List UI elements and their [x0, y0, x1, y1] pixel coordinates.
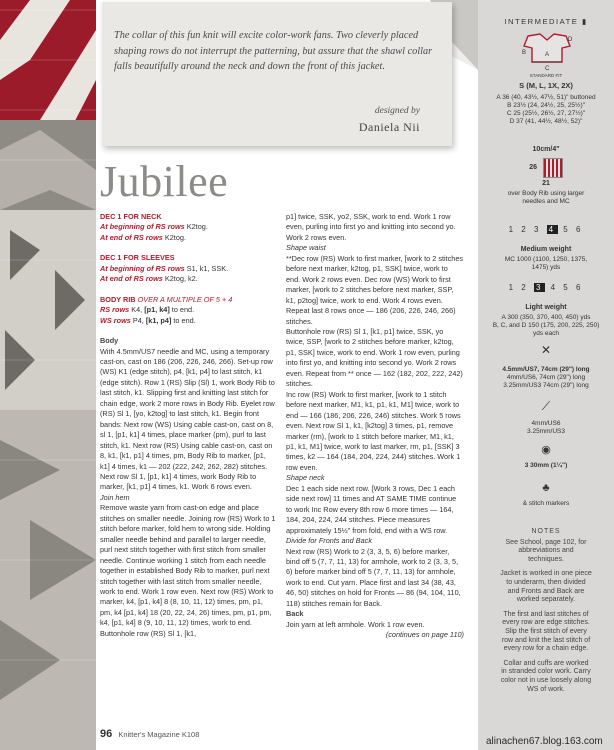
dec-neck-line-2: At end of RS rows K2tog.	[100, 232, 186, 242]
yarn-a: A 300 (350, 370, 400, 450) yds	[501, 314, 591, 321]
gauge-stitches: 26	[529, 164, 537, 171]
gauge-text: over Body Rib using larger needles and MC	[507, 190, 585, 205]
knit-photo	[0, 0, 96, 750]
divide-heading: Divide for Fronts and Back	[286, 536, 372, 546]
continued-note: (continues on page 110)	[385, 630, 464, 640]
body-rib-heading: BODY RIB OVER A MULTIPLE OF 5 + 4	[100, 294, 233, 304]
note-1: See School, page 102, for abbreviations and techniques.	[505, 538, 587, 563]
gauge-rows: 21	[542, 180, 550, 187]
button-icon: ◉	[541, 444, 551, 456]
buttons: 3 30mm (1¼")	[524, 462, 568, 469]
needles-3: 3.25mm/US3 74cm (29") long	[503, 382, 589, 389]
needles-2: 4mm/US6, 74cm (29") long	[506, 374, 586, 381]
shape-waist-heading: Shape waist	[286, 243, 326, 253]
measurement-c: C 25 (25½, 26½, 27, 27½)"	[506, 110, 586, 117]
crochet-hook-icon: ⟋	[541, 399, 551, 413]
hook-size-1: 4mm/US6	[531, 420, 561, 427]
measurement-d: D 37 (41, 44½, 48½, 52)"	[509, 118, 583, 125]
dec-neck-line-1: At beginning of RS rows K2tog.	[100, 222, 208, 232]
rib-rs-row: RS rows K4, [p1, k4] to end.	[100, 305, 195, 315]
level-bar-icon: ▮	[581, 17, 588, 26]
intro-card	[102, 2, 452, 146]
shape-neck-heading: Shape neck	[286, 473, 325, 483]
needles-1: 4.5mm/US7, 74cm (29") long	[502, 366, 590, 373]
designer-name: Daniela Nii	[358, 120, 420, 134]
sizes: S (M, L, 1X, 2X)	[519, 81, 573, 90]
magazine-name: Knitter's Magazine K108	[118, 730, 200, 739]
back-heading: Back	[286, 609, 304, 619]
pattern-column-2	[286, 212, 464, 641]
watermark: alinachen67.blog.163.com	[486, 736, 603, 747]
buttonhole-cont-text: p1] twice, SSK, yo2, SSK, work to end. Work 1 row even, purling into first yo and knitting into second yo. Work 2 rows even.	[286, 212, 456, 242]
yarn-mc: MC 1000 (1100, 1250, 1375, 1475) yds	[504, 256, 588, 271]
dec-neck-heading: DEC 1 FOR NECK	[100, 212, 162, 221]
svg-text:D: D	[568, 37, 573, 43]
measurement-a: A 36 (40, 43½, 47½, 51)" buttoned	[496, 94, 596, 101]
divide-text: Next row (RS) Work to 2 (3, 3, 5, 6) before marker, bind off 5 (7, 7, 11, 13) for armhole, work to 2 (3, 3, 5, 6) before marker bind off 5 (7, 7, 11, 13) for armhole, work to end. Cut yarn. Place first and last 34 (38, 43, 46, 50) stitches on hold for Fronts — 86 (94, 104, 110, 118) stitches remain for Back.	[286, 546, 461, 608]
rib-ws-row: WS rows P4, [k1, p4] to end.	[100, 315, 196, 325]
page-footer	[100, 728, 199, 740]
pattern-column-1	[100, 212, 276, 639]
dec-sleeve-line-2: At end of RS rows K2tog, k2.	[100, 274, 198, 284]
svg-text:B: B	[522, 50, 527, 56]
body-text: With 4.5mm/US7 needle and MC, using a temporary cast-on, cast on 186 (206, 226, 246, 266). Set-up row (WS) K1 (edge stitch), p4, [k1, p4] to last stitch, k1 (edge stitch). Row 1 (RS) Slip (Sl) 1, work Body Rib to last stitch, k1. Slipping first and knitting last stitch for chain edge, work 2 more rows in Body Rib. Eyelet row (RS) Sl 1, [yo, k2tog] to last stitch, k1. Begin front bands: Next row (WS) Using cable cast-on, cast on 8, sl 1, [p1, k1] 4 times, place marker (pm), purl to last stitch, k1. Next row (RS) Using cable cast-on, cast on 8, k1, [k1, p1] 4 times, pm, Body Rib to marker, [p1, k1] 4 times, k1 — 202 (222, 242, 262, 282) stitches. Next row Sl 1, [p1, k1] 4 times, work Body Rib to marker, [k1, p1] 4 times, k1. Work 6 rows even.	[100, 346, 275, 492]
stitch-markers: & stitch markers	[522, 500, 570, 507]
gauge-swatch-icon	[543, 158, 563, 178]
join-hem-heading: Join hem	[100, 492, 130, 502]
measurement-b: B 23½ (24, 24½, 25, 25½)"	[507, 102, 585, 109]
note-2: Jacket is worked in one piece to underarm, then divided and Fronts and Back are worked separately.	[500, 570, 592, 604]
back-text: Join yarn at left armhole. Work 1 row even.	[286, 619, 425, 629]
needles-icon: ✕	[540, 343, 552, 357]
intro-text: The collar of this fun knit will excite color-work fans. Two cleverly placed shaping rows do not interrupt the patterning, but assure that the shawl collar falls beautifully around the neck and down the front of this jacket.	[114, 30, 433, 73]
svg-text:A: A	[545, 52, 550, 58]
medium-weight-label: Medium weight	[520, 246, 572, 253]
shape-neck-text: Dec 1 each side next row. [Work 3 rows, Dec 1 each side next row] 11 times and AT SAME TIME continue to work Inc Row every 8th row 6 more times — 164, 184, 204, 224, 244 stitches. Piece measures approximately 15½" from fold, end with a WS row.	[286, 483, 457, 535]
yarn-bcd: B, C, and D 150 (175, 200, 225, 250) yds each	[492, 322, 600, 337]
dec-sleeve-line-1: At beginning of RS rows S1, k1, SSK.	[100, 263, 229, 273]
std-fit-label: STANDARD FIT	[529, 73, 563, 78]
page-title: Jubilee	[100, 157, 229, 206]
yarn-weight-4-icon: 1 2 3 4 5 6	[508, 225, 584, 234]
notes-section	[478, 528, 614, 700]
body-heading: Body	[100, 336, 119, 346]
gauge-size: 10cm/4"	[532, 146, 560, 153]
dec-sleeve-heading: DEC 1 FOR SLEEVES	[100, 253, 175, 263]
note-3: The first and last stitches of every row are edge stitches. Slip the first stitch of every row and knit the last stitch of every row for a chain edge.	[501, 610, 591, 653]
shape-waist-text: **Dec row (RS) Work to first marker, [work to 2 stitches before next marker, k2tog, p1, SSK] twice, work to end. Work 2 rows even. Dec row (WS) Work to first marker, [work to 2 stitches before next marker, SSP, k1, p2tog] twice, work to end. Work 4 rows even. Repeat last 8 rows once — 186 (206, 226, 246, 266) stitches.	[286, 253, 464, 326]
yarn-weight-3-icon: 1 2 3 4 5 6	[508, 283, 584, 292]
schematic-icon	[520, 32, 574, 72]
designed-by-label: designed by	[374, 106, 420, 116]
hook-size-2: 3.25mm/US3	[527, 428, 565, 435]
svg-text:C: C	[545, 66, 550, 72]
inc-row-text: Inc row (RS) Work to first marker, [work to 1 stitch before next marker, M1, k1, p1, k1, M1] twice, work to end — 166 (186, 206, 226, 246) stitches. Work 5 rows even. Next row Sl 1, k1, [k2tog] 3 times, p1, remove marker (rm), [work to 1 stitch before marker, M1, k1, p1, k1, M1] twice, work to last marker, rm, p1, [SSK] 3 times, k2 — 164 (184, 204, 224, 244) stitches. Work 1 row even.	[286, 389, 461, 472]
note-4: Collar and cuffs are worked in stranded color work. Carry color not in use loosely along WS of work.	[500, 659, 592, 693]
light-weight-label: Light weight	[525, 304, 567, 311]
notes-heading: NOTES	[531, 528, 561, 535]
join-hem-text: Remove waste yarn from cast-on edge and place stitches on smaller needle. Joining row (RS) Work to 1 stitch before marker, fold hem to wrong side. Holding smaller needle behind and parallel to larger needle, purl next stitch together with first stitch from smaller needle. Continue working 1 stitch from each needle together in established Body Rib to marker, purl next stitch together with last stitch from smaller needle, work to end. Work 1 row even. Next row (RS) Work to marker, k4, [p1, k4] 8 (8, 10, 11, 12) times, pm, p1, pm, k4 [p1, k4] 18 (20, 22, 24, 26) times, pm, p1, pm, k4, [p1, k4] 8 (9, 10, 11, 12) times, work to end. Buttonhole row (RS) Sl 1, [k1,	[100, 503, 276, 638]
buttonhole-text: Buttonhole row (RS) Sl 1, [k1, p1] twice, SSK, yo twice, SSP, [work to 2 stitches before marker, k2tog, p1, SSK] twice, work to end. Work 1 row even, purling into first yo, and knitting into second yo. Work 2 rows even. Repeat from ** once — 162 (182, 202, 222, 242) stitches.	[286, 326, 463, 389]
page-number: 96	[100, 728, 113, 740]
gauge-box	[478, 158, 614, 178]
skill-level: INTERMEDIATE ▮	[504, 17, 588, 26]
stitch-marker-icon: ♣	[542, 482, 550, 494]
